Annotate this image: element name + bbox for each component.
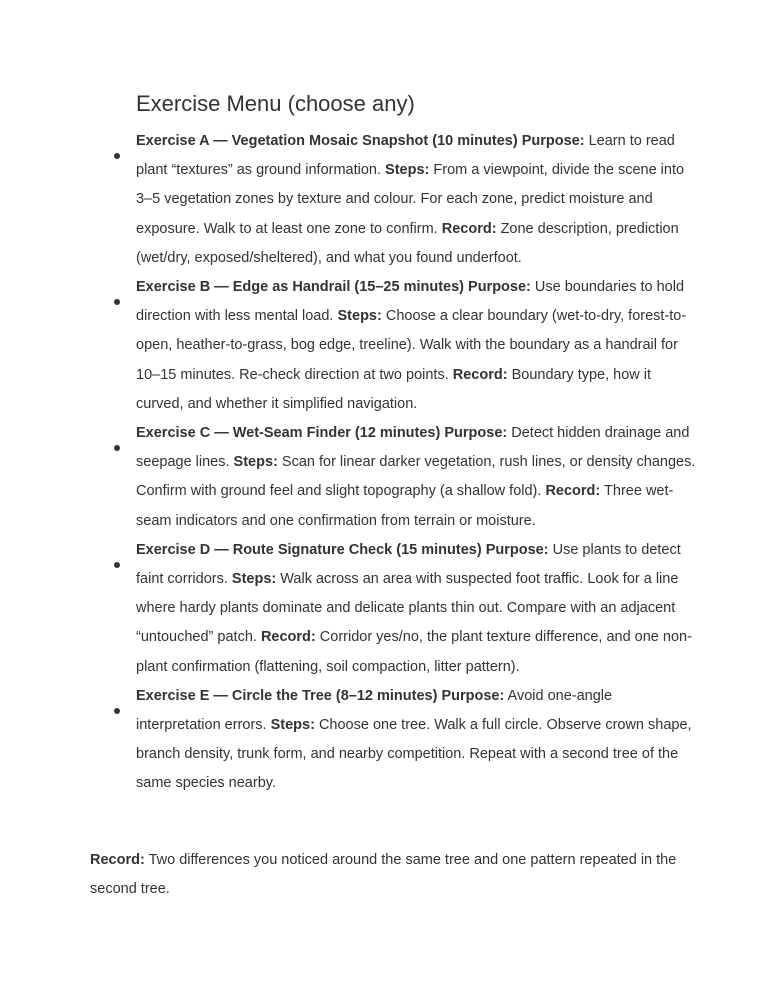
exercise-item-c	[136, 419, 696, 536]
bullet-icon	[114, 708, 120, 714]
record-label: Record:	[90, 852, 145, 868]
purpose-text: Use plants to detect faint corridors.	[136, 541, 681, 588]
purpose-label: Purpose:	[468, 279, 531, 296]
purpose-label: Purpose:	[485, 541, 549, 558]
steps-text: Scan for linear darker vegetation, rush lines, or density changes. Confirm with ground feel and slight topography (a shallow fold).	[136, 454, 696, 500]
exercise-item-d	[136, 536, 696, 682]
exercise-heading: Exercise D — Route Signature Check (15 minutes)	[136, 541, 482, 558]
record-label: Record:	[452, 366, 508, 383]
record-label: Record:	[441, 220, 497, 237]
bullet-icon	[114, 445, 120, 451]
exercise-heading: Exercise E — Circle the Tree (8–12 minutes)	[136, 687, 438, 704]
steps-text: Choose one tree. Walk a full circle. Observe crown shape, branch density, trunk form, and nearby competition. Repeat with a second tree of the same species nearby.	[136, 717, 692, 792]
record-text: Boundary type, how it curved, and whether it simplified navigation.	[136, 366, 652, 412]
steps-label: Steps:	[337, 308, 382, 325]
purpose-label: Purpose:	[441, 687, 505, 704]
bullet-icon	[114, 153, 120, 159]
exercise-heading: Exercise B — Edge as Handrail (15–25 minutes)	[136, 279, 464, 296]
record-text: Corridor yes/no, the plant texture difference, and one non-plant confirmation (flattening, soil compaction, litter pattern).	[136, 629, 692, 675]
page-title: Exercise Menu (choose any)	[136, 91, 415, 116]
steps-text: From a viewpoint, divide the scene into 3–5 vegetation zones by texture and colour. For each zone, predict moisture and exposure. Walk to at least one zone to confirm.	[136, 162, 685, 237]
steps-label: Steps:	[385, 162, 430, 179]
record-label: Record:	[545, 483, 601, 500]
purpose-text: Avoid one-angle interpretation errors.	[136, 687, 613, 734]
purpose-label: Purpose:	[521, 133, 585, 149]
purpose-text: Use boundaries to hold direction with less mental load.	[136, 279, 685, 325]
exercise-heading: Exercise A — Vegetation Mosaic Snapshot (10 minutes)	[136, 133, 518, 149]
exercise-heading: Exercise C — Wet-Seam Finder (12 minutes)	[136, 425, 441, 442]
exercise-item-e	[136, 682, 696, 799]
record-text: Two differences you noticed around the same tree and one pattern repeated in the second tree.	[90, 852, 677, 897]
steps-label: Steps:	[233, 454, 278, 471]
steps-text: Choose a clear boundary (wet-to-dry, forest-to-open, heather-to-grass, bog edge, treeline). Walk with the boundary as a handrail for 10–15 minutes. Re-check direction at two points.	[136, 308, 687, 383]
exercise-item-a	[136, 127, 696, 273]
exercise-list	[136, 127, 696, 799]
bullet-icon	[114, 562, 120, 568]
purpose-text: Detect hidden drainage and seepage lines.	[136, 425, 690, 471]
bullet-icon	[114, 299, 120, 305]
record-text: Three wet-seam indicators and one confirmation from terrain or moisture.	[136, 483, 674, 529]
exercise-item-b	[136, 273, 696, 419]
purpose-label: Purpose:	[444, 425, 508, 442]
trailing-record-paragraph	[90, 846, 690, 904]
record-label: Record:	[260, 629, 316, 646]
purpose-text: Learn to read plant “textures” as ground information.	[136, 133, 675, 179]
steps-label: Steps:	[270, 717, 315, 734]
steps-text: Walk across an area with suspected foot traffic. Look for a line where hardy plants dominate and delicate plants thin out. Compare with an adjacent “untouched” patch.	[136, 571, 679, 646]
steps-label: Steps:	[231, 571, 277, 588]
record-text: Zone description, prediction (wet/dry, exposed/sheltered), and what you found underfoot.	[136, 220, 679, 266]
